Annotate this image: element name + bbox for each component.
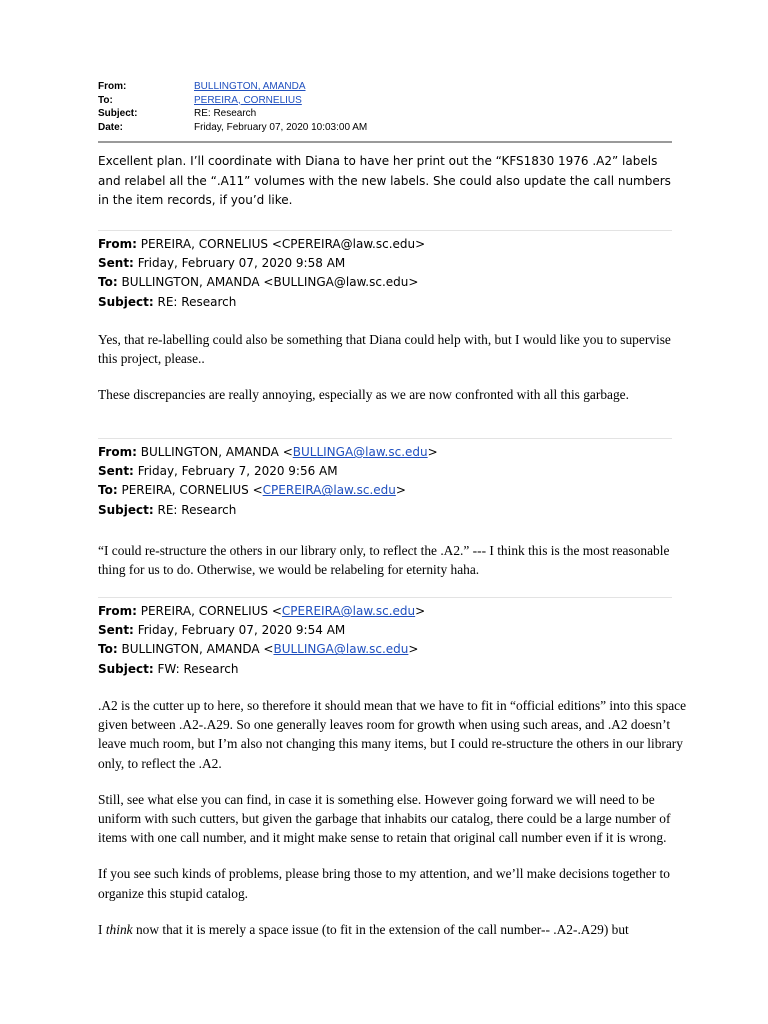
from-name: PEREIRA, CORNELIUS < (140, 604, 282, 618)
text: now that it is merely a space issue (to fit in the extension of the call number-- .A2-.A29) but (132, 921, 629, 937)
date-value: Friday, February 07, 2020 10:03:00 AM (194, 121, 368, 133)
date-label: Date: (98, 121, 124, 133)
from-label: From: (98, 604, 137, 618)
subject-label: Subject: (98, 108, 138, 119)
subject-label: Subject: (98, 502, 154, 517)
emphasis: think (105, 921, 133, 937)
email-header (98, 80, 367, 134)
to-label: To: (98, 483, 118, 498)
to-label: To: (98, 94, 113, 106)
sent-value: Friday, February 7, 2020 9:56 AM (137, 464, 338, 479)
from-value: PEREIRA, CORNELIUS <CPEREIRA@law.sc.edu> (140, 237, 426, 251)
from-label: From: (98, 237, 137, 251)
paragraph: If you see such kinds of problems, please bring those to my attention, and we’ll make decisions together to organize this stupid catalog. (98, 866, 670, 901)
email-link[interactable]: CPEREIRA@law.sc.edu (281, 604, 416, 618)
paragraph (98, 920, 688, 939)
sent-label: Sent: (98, 623, 134, 638)
header-divider (98, 141, 672, 143)
paragraph: .A2 is the cutter up to here, so therefore it should mean that we have to fit in “official editions” into this space given between .A2-.A29. So one generally leaves room for growth when using such areas, and .A2 doesn’t leave much room, but I’m also not changing this many items, but I could re-structure the others in our library only, to reflect the .A2. (98, 698, 687, 771)
subject-value: RE: Research (157, 502, 237, 517)
to-link[interactable]: PEREIRA, CORNELIUS (194, 94, 302, 106)
message-body-3 (98, 541, 688, 579)
from-label: From: (98, 81, 127, 92)
from-name: BULLINGTON, AMANDA < (140, 445, 293, 459)
email-link[interactable]: CPEREIRA@law.sc.edu (262, 483, 396, 498)
divider-2 (98, 438, 672, 439)
to-value: BULLINGTON, AMANDA <BULLINGA@law.sc.edu> (121, 275, 419, 290)
divider-3 (98, 597, 672, 598)
message-body-1: Excellent plan. I’ll coordinate with Diana to have her print out the “KFS1830 1976 .A2” labels and relabel all the “.A11” volumes with the new labels. She could also update the call numbers in the item records, if you’d like. (98, 154, 671, 208)
bracket: > (395, 483, 406, 498)
subject-value: RE: Research (194, 108, 257, 119)
paragraph: Still, see what else you can find, in case it is something else. However going forward we will need to be uniform with such cutters, but given the garbage that inhabits our catalog, there could be a large number of items with one call number, and it might make sense to retain that original call number even if it is wrong. (98, 791, 671, 846)
paragraph: Yes, that re-labelling could also be something that Diana could help with, but I would like you to supervise this project, please.. (98, 332, 671, 367)
sent-value: Friday, February 07, 2020 9:54 AM (137, 623, 346, 638)
email-link[interactable]: BULLINGA@law.sc.edu (292, 445, 428, 459)
message-body-4 (98, 696, 688, 939)
from-label: From: (98, 445, 137, 459)
paragraph: These discrepancies are really annoying, especially as we are now confronted with all this garbage. (98, 387, 629, 403)
text: I (98, 921, 106, 937)
subject-label: Subject: (98, 294, 154, 309)
bracket: > (427, 445, 438, 459)
email-link[interactable]: BULLINGA@law.sc.edu (273, 642, 409, 657)
quoted-header-3 (98, 443, 438, 520)
quoted-header-2 (98, 235, 425, 312)
subject-value: RE: Research (157, 294, 237, 309)
to-name: PEREIRA, CORNELIUS < (121, 483, 263, 498)
to-label: To: (98, 275, 118, 290)
quoted-header-4 (98, 602, 425, 679)
paragraph: “I could re-structure the others in our library only, to reflect the .A2.” --- I think this is the most reasonable thing for us to do. Otherwise, we would be relabeling for eternity haha. (98, 543, 670, 578)
divider-1 (98, 230, 672, 231)
bracket: > (415, 604, 426, 618)
sent-label: Sent: (98, 464, 134, 479)
subject-label: Subject: (98, 661, 154, 676)
sent-label: Sent: (98, 256, 134, 271)
bracket: > (408, 642, 419, 657)
message-body-2 (98, 330, 688, 405)
to-label: To: (98, 642, 118, 657)
subject-value: FW: Research (157, 661, 239, 676)
to-name: BULLINGTON, AMANDA < (121, 642, 274, 657)
from-link[interactable]: BULLINGTON, AMANDA (194, 81, 306, 92)
sent-value: Friday, February 07, 2020 9:58 AM (137, 256, 346, 271)
